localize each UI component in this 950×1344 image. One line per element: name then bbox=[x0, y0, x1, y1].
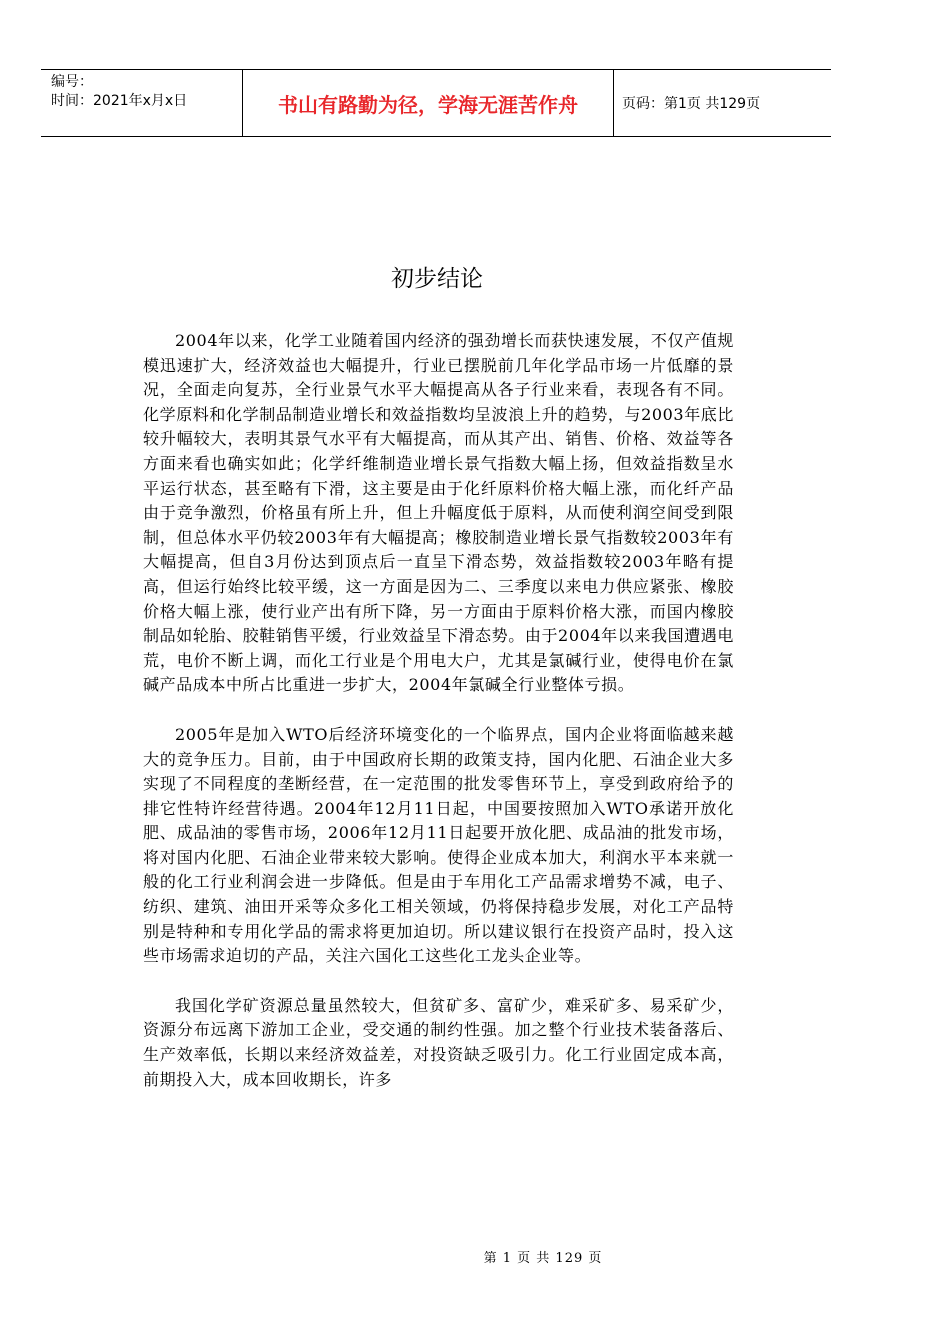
number-label: 编号： bbox=[51, 74, 93, 90]
paragraph: 我国化学矿资源总量虽然较大，但贫矿多、富矿少，难采矿多、易采矿少，资源分布远离下游加工企业，受交通的制约性强。加之整个行业技术装备落后、生产效率低，长期以来经济效益差，对投资缺乏吸引力。化工行业固定成本高，前期投入大，成本回收期长，许多 bbox=[143, 995, 734, 1089]
paragraph: 2005年是加入WTO后经济环境变化的一个临界点，国内企业将面临越来越大的竞争压力。目前，由于中国政府长期的政策支持，国内化肥、石油企业大多实现了不同程度的垄断经营，在一定范围的批发零售环节上，享受到政府给予的排它性特许经营待遇。2004年12月11日起，中国要按照加入WTO承诺开放化肥、成品油的零售市场，2006年12月11日起要开放化肥、成品油的批发市场，将对国内化肥、石油企业带来较大影响。使得企业成本加大，利润水平本来就一般的化工行业利润会进一步降低。但是由于车用化工产品需求增势不减，电子、纺织、建筑、油田开采等众多化工相关领域，仍将保持稳步发展，对化工产品特别是特种和专用化学品的需求将更加迫切。所以建议银行在投资产品时，投入这些市场需求迫切的产品，关注六国化工这些化工龙头企业等。 bbox=[143, 724, 734, 966]
time-label: 时间：2021年x月x日 bbox=[51, 93, 188, 109]
page-footer: 第 1 页 共 129 页 bbox=[483, 1251, 603, 1266]
header-motto: 书山有路勤为径，学海无涯苦作舟 bbox=[242, 70, 614, 136]
document-body bbox=[143, 329, 734, 1117]
paragraph: 2004年以来，化学工业随着国内经济的强劲增长而获快速发展，不仅产值规模迅速扩大，经济效益也大幅提升，行业已摆脱前几年化学品市场一片低靡的景况，全面走向复苏，全行业景气水平大幅提高从各子行业来看，表现各有不同。化学原料和化学制品制造业增长和效益指数均呈波浪上升的趋势，与2003年底比较升幅较大，表明其景气水平有大幅提高，而从其产出、销售、价格、效益等各方面来看也确实如此；化学纤维制造业增长景气指数大幅上扬，但效益指数呈水平运行状态，甚至略有下滑，这主要是由于化纤原料价格大幅上涨，而化纤产品由于竞争激烈，价格虽有所上升，但上升幅度低于原料，从而使利润空间受到限制，但总体水平仍较2003年有大幅提高；橡胶制造业增长景气指数较2003年有大幅提高，但自3月份达到顶点后一直呈下滑态势，效益指数较2003年略有提高，但运行始终比较平缓，这一方面是因为二、三季度以来电力供应紧张、橡胶价格大幅上涨，使行业产出有所下降，另一方面由于原料价格大涨，而国内橡胶制品如轮胎、胶鞋销售平缓，行业效益呈下滑态势。由于2004年以来我国遭遇电荒，电价不断上调，而化工行业是个用电大户，尤其是氯碱行业，使得电价在氯碱产品成本中所占比重进一步扩大，2004年氯碱全行业整体亏损。 bbox=[143, 331, 734, 695]
page-title: 初步结论 bbox=[391, 266, 483, 292]
header-page-info: 页码：第1页 共129页 bbox=[622, 96, 761, 112]
document-header bbox=[41, 69, 831, 137]
header-meta bbox=[41, 70, 242, 136]
